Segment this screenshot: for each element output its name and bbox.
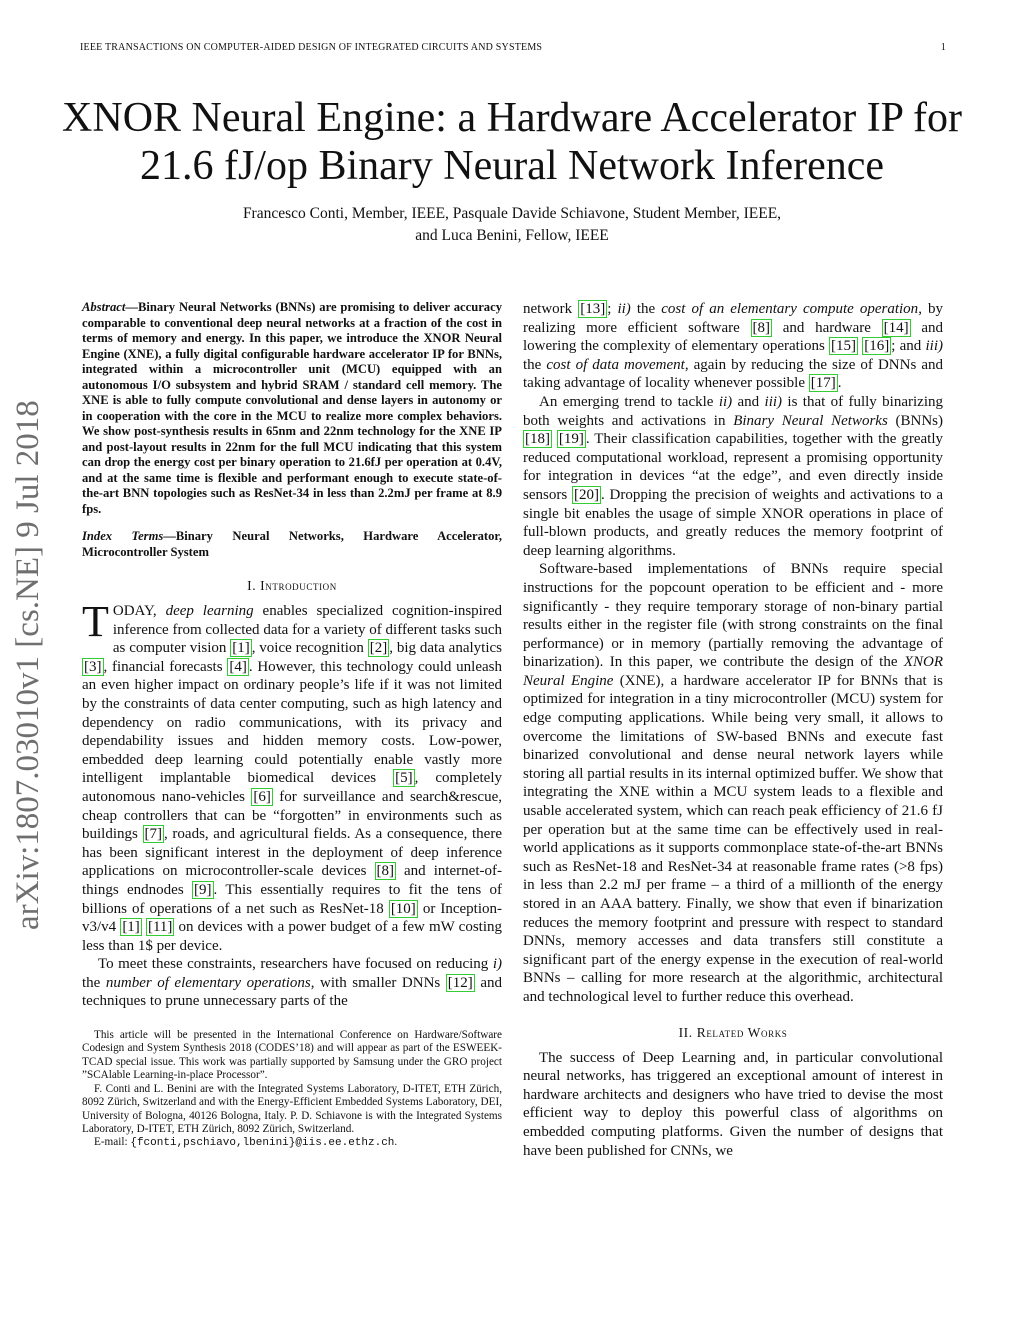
citation-link[interactable]: [2] — [369, 640, 388, 657]
footnote-conference: This article will be presented in the International Conference on Hardware/Software Codesign and System Synthesis 2018 (CODES’18) and will appear as part of the ESWEEK-TCAD special issue. This work was partially supported by Samsung under the GRO project ”SCAlable Learning-in-place Processor”. — [82, 1029, 502, 1082]
left-column — [82, 300, 502, 1151]
abstract-text: —Binary Neural Networks (BNNs) are promising to deliver accuracy comparable to conventional deep neural networks at a fraction of the cost in terms of memory and energy. In this paper, we introduce the XNOR Neural Engine (XNE), a fully digital configurable hardware accelerator IP for BNNs, integrated within a microcontroller unit (MCU) equipped with an autonomous I/O subsystem and hybrid SRAM / standard cell memory. The XNE is able to fully compute convolutional and dense layers in autonomy or in cooperation with the core in the MCU to realize more complex behaviors. We show post-synthesis results in 65nm and 22nm technology for the XNE IP and post-layout results in 22nm for the full MCU indicating that this system can drop the energy cost per binary operation to 21.6fJ per operation at 0.4V, and at the same time is flexible and performant enough to execute state-of-the-art BNN topologies such as ResNet-34 in less than 2.2mJ per frame at 8.9 fps. — [82, 300, 502, 516]
citation-link[interactable]: [5] — [395, 770, 413, 787]
footnotes — [82, 1029, 502, 1151]
citation-link[interactable]: [8] — [376, 863, 394, 880]
citation-link[interactable]: [6] — [253, 788, 271, 805]
citation-link[interactable]: [12] — [447, 974, 473, 991]
running-head — [80, 42, 946, 53]
page-number: 1 — [940, 42, 946, 53]
related-works-paragraph-1: The success of Deep Learning and, in particular convolutional neural networks, has triggered an exceptional amount of interest in hardware architects and designers who have tried to devise the most efficient way to deploy this powerful class of algorithms on embedded computing platforms. Given the number of designs that have been published for CNNs, we — [523, 1049, 943, 1159]
citation-link[interactable]: [1] — [232, 640, 250, 657]
drop-cap: T — [82, 597, 109, 646]
email-address[interactable]: {fconti,pschiavo,lbenini}@iis.ee.ethz.ch — [130, 1137, 395, 1150]
intro-paragraph-3: network [13] ; ii) the cost of an elementary compute operation, by realizing more efficient software [8] and hardware [14] and lowering the complexity of elementary operations [15] [16] ; and iii) the cost of data movement, again by reducing the size of DNNs and taking advantage of locality whenever possible [17] . — [523, 301, 944, 392]
author-line-2: and Luca Benini, Fellow, IEEE — [415, 227, 609, 244]
arxiv-stamp[interactable]: arXiv:1807.03010v1 [cs.NE] 9 Jul 2018 — [10, 400, 46, 930]
citation-link[interactable]: [13] — [580, 301, 606, 317]
citation-link[interactable]: [8] — [752, 319, 770, 336]
intro-paragraph-1: TODAY, deep learning enables specialized cognition-inspired inference from collected data for a variety of different tasks such as computer vision [1] , voice recognition [2] , big data analytics [3] , financial forecasts [4] . However, this technology could unleash an even higher impact on ordinary people’s life if it was not limited by the constraints of data center computing, such as high latency and dependency on radio communications, with its privacy and dependability issues and hidden memory costs. Low-power, embedded deep learning could potentially enable vastly more intelligent implantable biomedical devices [5] , completely autonomous nano-vehicles [6] for surveillance and search&rescue, cheap controllers that can be “forgotten” in environments such as buildings [7] , roads, and agricultural fields. As a consequence, there has been significant interest in the deployment of deep inference applications on microcontroller-scale devices [8] and internet-of-things endnodes [9] . This essentially requires to fit the tens of billions of operations of a net such as ResNet-18 [10] or Inception-v3/v4 [1] [11] on devices with a power budget of a few mW costing less than 1$ per device. — [82, 597, 503, 954]
citation-link[interactable]: [20] — [573, 486, 599, 503]
index-terms-label: Index Terms — [82, 529, 164, 543]
abstract-label: Abstract — [82, 300, 126, 314]
journal-name: IEEE TRANSACTIONS ON COMPUTER-AIDED DESIGN OF INTEGRATED CIRCUITS AND SYSTEMS — [80, 42, 543, 53]
intro-paragraph-4: An emerging trend to tackle ii) and iii) is that of fully binarizing both weights and activations in Binary Neural Networks (BNNs) [18] [19] . Their classification capabilities, together with the greatly reduced computational workload, represent a promising opportunity for integration in devices “at the edge”, and even directly inside sensors [20] . Dropping the precision of weights and activations to a single bit enables the usage of simple XNOR operations in place of full-blown products, and greatly reduces the memory footprint of deep learning algorithms. — [523, 393, 944, 559]
section-heading-introduction: I. Introduction — [247, 578, 337, 593]
author-list — [60, 203, 964, 247]
right-column — [523, 300, 943, 1160]
citation-link[interactable]: [15] — [831, 338, 857, 355]
citation-link[interactable]: [9] — [194, 881, 212, 898]
citation-link[interactable]: [10] — [390, 900, 416, 917]
citation-link[interactable]: [17] — [810, 375, 836, 392]
footnote-affiliations: F. Conti and L. Benini are with the Integrated Systems Laboratory, D-ITET, ETH Zürich, 8092 Zürich, Switzerland and with the Energy-Efficient Embedded Systems Laboratory, DEI, University of Bologna, 40126 Bologna, Italy. P. D. Schiavone is with the Integrated Systems Laboratory, D-ITET, ETH Zürich, 8092 Zürich, Switzerland. — [82, 1082, 502, 1135]
citation-link[interactable]: [7] — [144, 826, 162, 843]
intro-paragraph-5: Software-based implementations of BNNs require special instructions for the popcount operation to be efficient and - more significantly - they require temporary storage of non-binary partial results either in the register file (with strong constraints on the final performance) or in memory (partially removing the advantage of binarization). In this paper, we contribute the design of the XNOR Neural Engine (XNE), a hardware accelerator IP for BNNs that is optimized for integration in a tiny microcontroller (MCU) system for edge computing applications. While being very small, it allows to overcome the limitations of SW-based BNNs and execute fast binarized convolutional and dense neural network layers while storing all partial results in its internal optimized buffer. We show that integrating the XNE within a MCU system leads to a flexible and usable accelerated system, which can reach peak efficiency of 21.6 fJ per operation but at the same time can be effectively used in real-world applications as it supports commonplace state-of-the-art BNNs such as ResNet-18 and ResNet-34 at reasonable frame rates (>8 fps) in less than 2.2 mJ per frame – a third of a millionth of the energy stored in an AAA battery. Finally, we show that even if binarization reduces the memory footprint and pressure with respect to standard DNNs, memory accesses and data transfers still constitute a significant part of the energy expense in the execution of real-world BNNs – calling for more research at the algorithmic, architectural and technological level to further reduce this overhead. — [523, 561, 943, 1005]
citation-link[interactable]: [3] — [84, 658, 102, 675]
abstract — [82, 300, 502, 517]
footnote-email: E-mail: {fconti,pschiavo,lbenini}@iis.ee.ethz.ch. — [94, 1136, 398, 1150]
citation-link[interactable]: [16] — [864, 338, 890, 355]
paper-title: XNOR Neural Engine: a Hardware Accelerator IP for 21.6 fJ/op Binary Neural Network Inference — [62, 95, 962, 189]
citation-link[interactable]: [11] — [147, 919, 173, 936]
citation-link[interactable]: [14] — [883, 319, 909, 336]
section-heading-related-works: II. Related Works — [678, 1024, 788, 1040]
index-terms — [82, 529, 502, 560]
citation-link[interactable]: [1] — [122, 919, 140, 936]
author-line-1: Francesco Conti, Member, IEEE, Pasquale Davide Schiavone, Student Member, IEEE, — [242, 205, 782, 222]
citation-link[interactable]: [18] — [525, 431, 550, 448]
citation-link[interactable]: [4] — [229, 658, 247, 675]
citation-link[interactable]: [19] — [558, 431, 584, 448]
intro-paragraph-2: To meet these constraints, researchers have focused on reducing i) the number of elementary operations, with smaller DNNs [12] and techniques to prune unnecessary parts of the — [82, 956, 502, 1010]
index-terms-text: —Binary Neural Networks, Hardware Accelerator, Microcontroller System — [82, 529, 502, 559]
